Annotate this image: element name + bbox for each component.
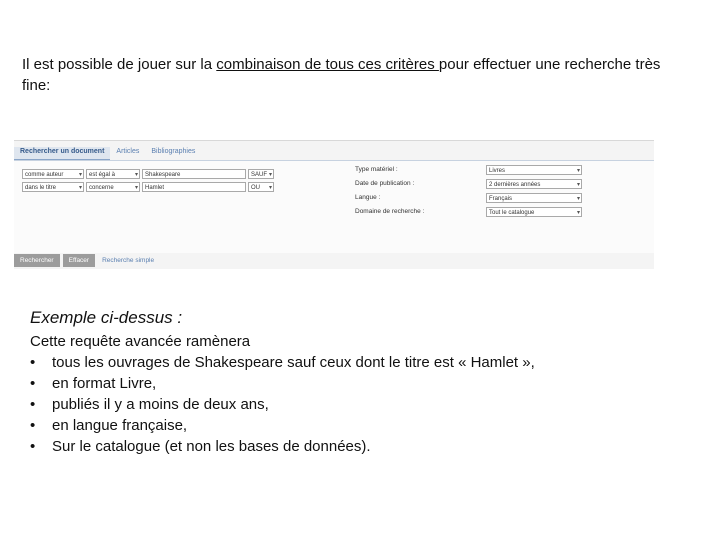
row2-bool-select[interactable]: OU ▾ (248, 182, 274, 192)
row1-operator-select[interactable]: est égal à ▾ (86, 169, 140, 179)
intro-text-before: Il est possible de jouer sur la (22, 56, 217, 73)
bullet-text: publiés il y a moins de deux ans, (52, 396, 269, 413)
filter-select-type[interactable]: Livres ▾ (486, 165, 582, 175)
example-heading: Exemple ci-dessus : (30, 308, 183, 327)
list-item (30, 373, 670, 394)
list-item (30, 394, 670, 415)
bullet-glyph: • (30, 438, 36, 455)
bullet-glyph: • (30, 396, 36, 413)
bullet-glyph: • (30, 417, 36, 434)
filter-select-date[interactable]: 2 dernières années ▾ (486, 179, 582, 189)
filter-label-date: Date de publication : (355, 180, 415, 187)
bullet-text: tous les ouvrages de Shakespeare sauf ceux dont le titre est « Hamlet », (52, 354, 535, 371)
search-tabs (14, 147, 201, 160)
list-item (30, 415, 670, 436)
filter-label-langue: Langue : (355, 194, 381, 201)
search-button[interactable]: Rechercher (14, 254, 60, 267)
row1-value-input[interactable]: Shakespeare (142, 169, 246, 179)
search-footer (14, 252, 654, 268)
bullet-glyph: • (30, 375, 36, 392)
simple-search-link[interactable]: Recherche simple (102, 256, 155, 264)
advanced-search-screenshot (14, 140, 654, 269)
intro-paragraph (22, 54, 662, 96)
row1-field-select[interactable]: comme auteur ▾ (22, 169, 84, 179)
filter-select-langue[interactable]: Français ▾ (486, 193, 582, 203)
row2-value-input[interactable]: Hamlet (142, 182, 246, 192)
intro-text-after: pour effectuer une recherche très fine: (22, 56, 661, 94)
tab-rechercher-document[interactable]: Rechercher un document (14, 147, 110, 160)
list-item (30, 436, 670, 457)
filter-label-domaine: Domaine de recherche : (355, 208, 425, 215)
bullet-text: en format Livre, (52, 375, 157, 392)
bullet-list (30, 352, 670, 457)
bullet-text: Sur le catalogue (et non les bases de données). (52, 438, 371, 455)
bullet-glyph: • (30, 354, 36, 371)
filter-select-domaine[interactable]: Tout le catalogue ▾ (486, 207, 582, 217)
filter-label-type: Type matériel : (355, 166, 398, 173)
explanation-block (30, 331, 670, 457)
search-form (14, 160, 654, 253)
row2-field-select[interactable]: dans le titre ▾ (22, 182, 84, 192)
bullet-text: en langue française, (52, 417, 188, 434)
lead-text: Cette requête avancée ramènera (30, 333, 251, 350)
tab-bibliographies[interactable]: Bibliographies (151, 148, 196, 155)
tab-articles[interactable]: Articles (116, 148, 140, 155)
row1-bool-select[interactable]: SAUF ▾ (248, 169, 274, 179)
intro-underlined-text: combinaison de tous ces critères (216, 56, 439, 73)
list-item (30, 352, 670, 373)
row2-operator-select[interactable]: concerne ▾ (86, 182, 140, 192)
clear-button[interactable]: Effacer (63, 254, 95, 267)
